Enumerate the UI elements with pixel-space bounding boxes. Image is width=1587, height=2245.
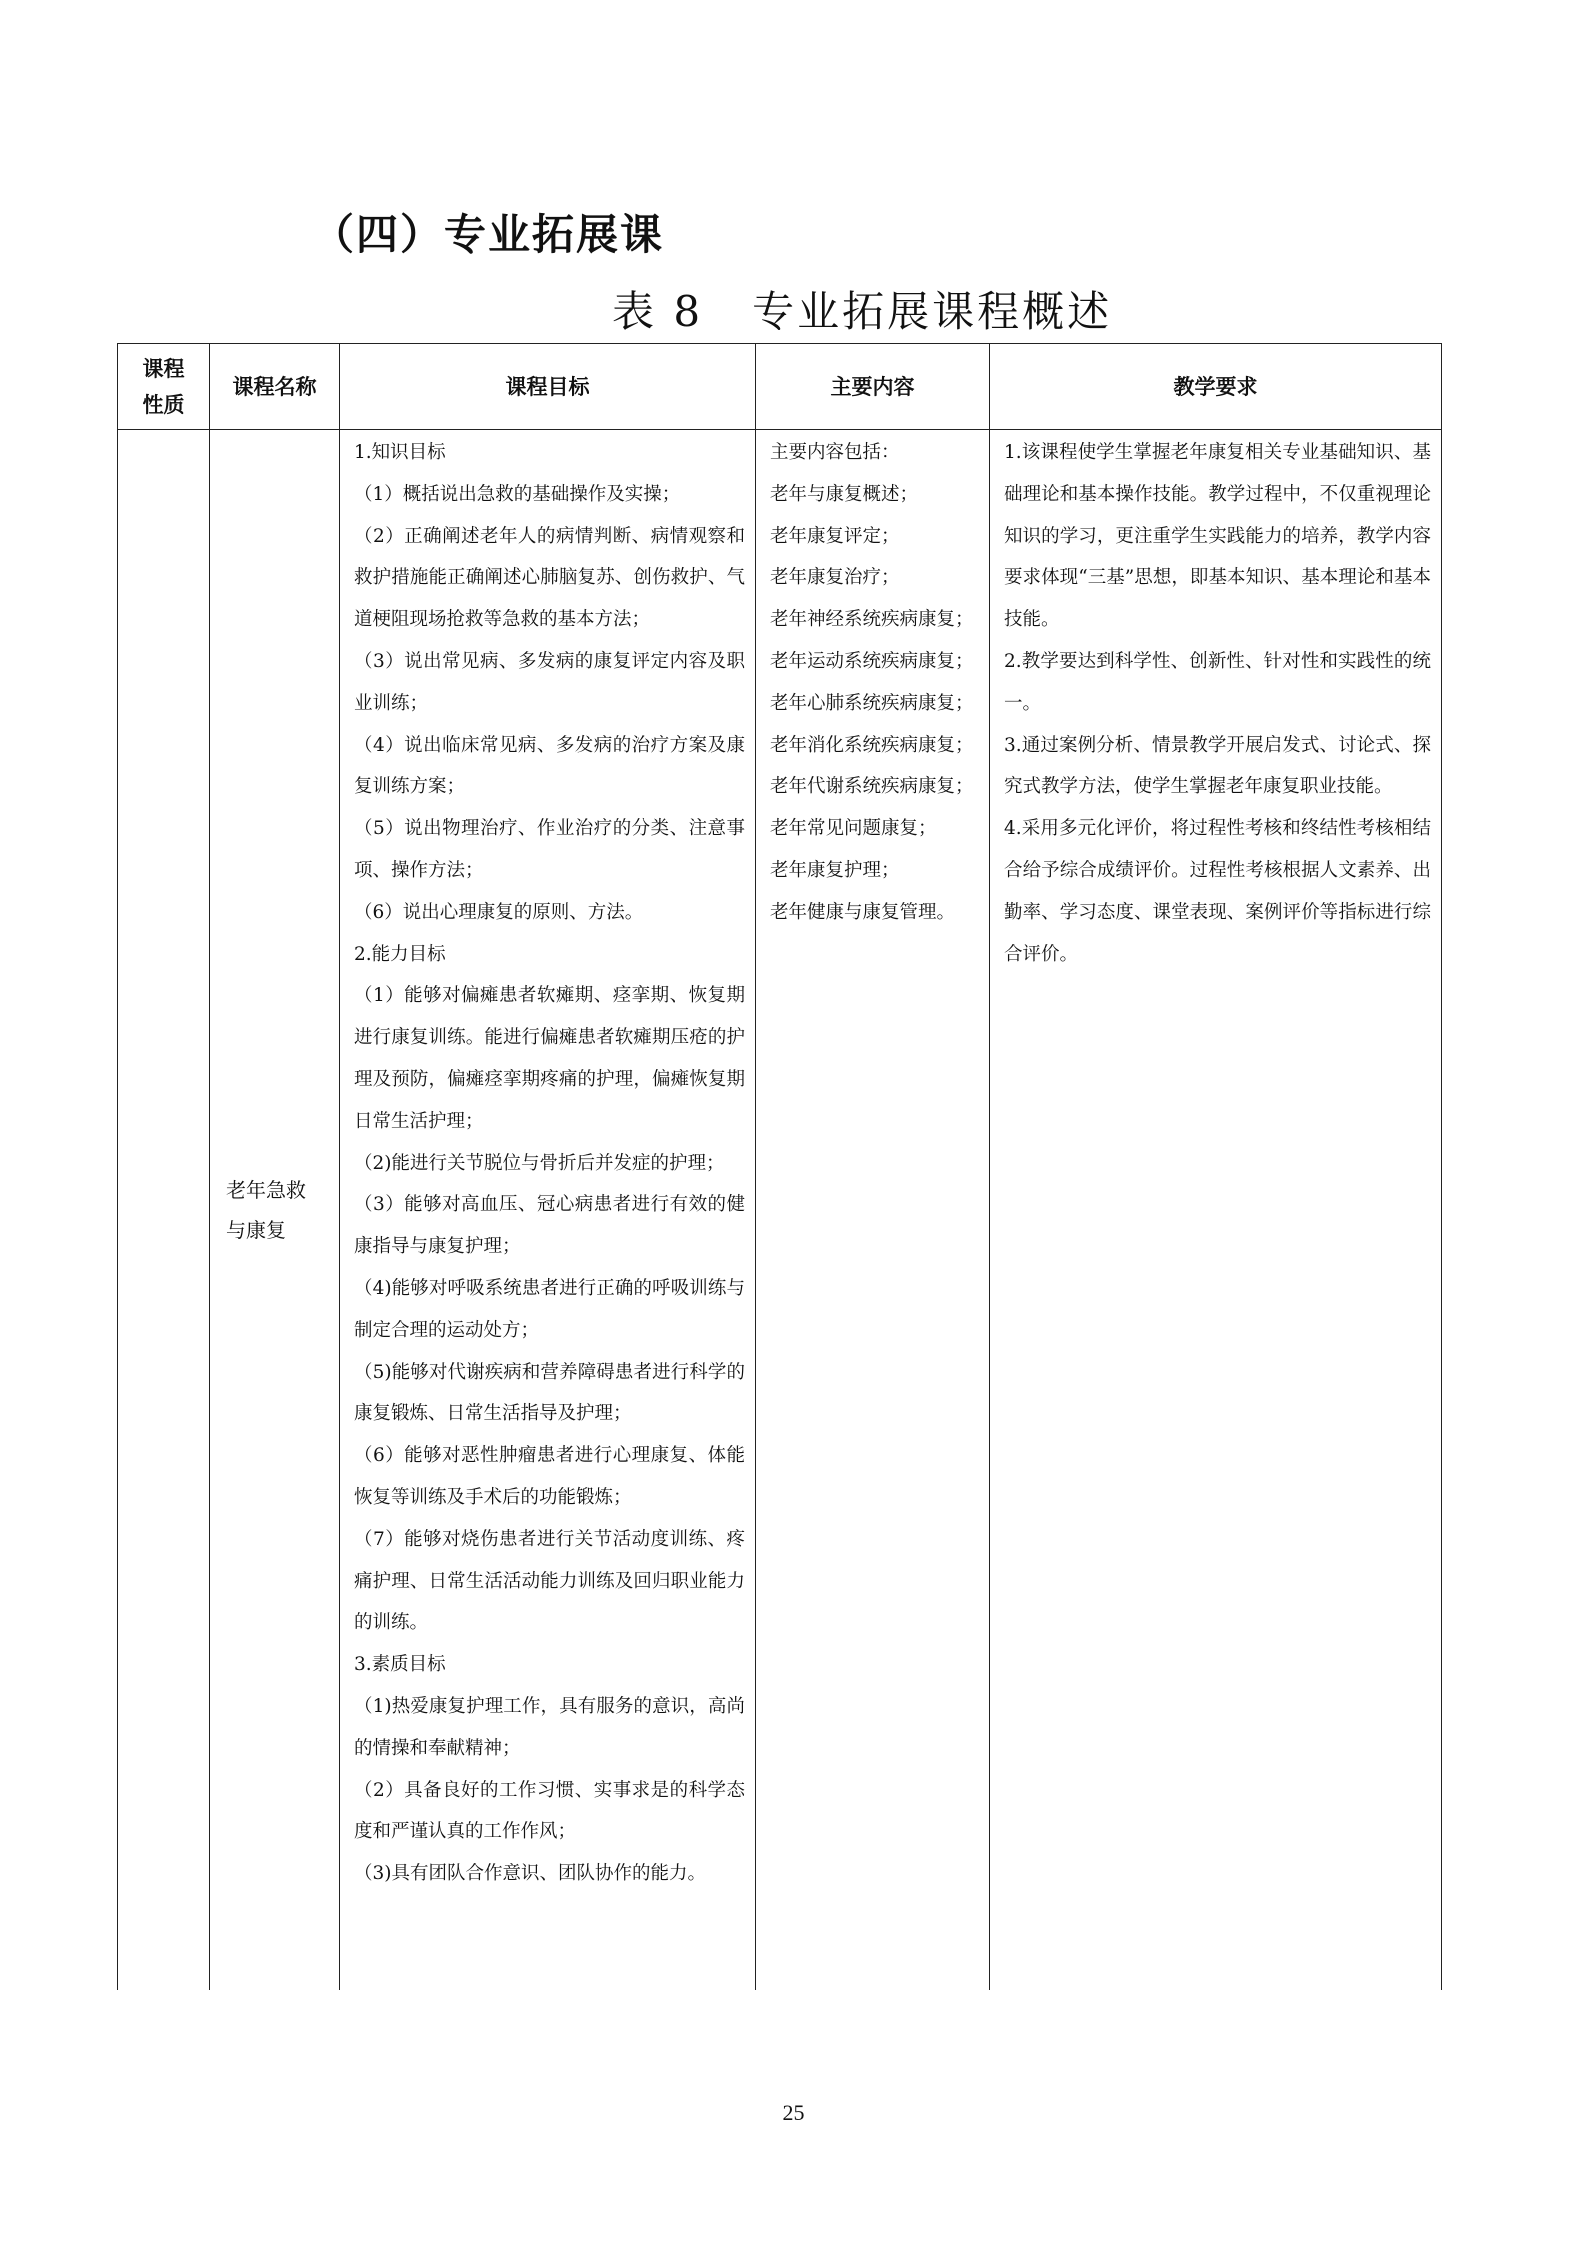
goal-item: （3）说出常见病、多发病的康复评定内容及职业训练； bbox=[354, 650, 745, 714]
main-content-list bbox=[756, 430, 989, 934]
header-teaching-requirements: 教学要求 bbox=[990, 344, 1442, 430]
content-item: 老年神经系统疾病康复； bbox=[770, 609, 974, 631]
content-item: 老年与康复概述； bbox=[770, 483, 919, 505]
course-goals-cell bbox=[340, 430, 756, 1991]
goal-item: （5）说出物理治疗、作业治疗的分类、注意事项、操作方法； bbox=[354, 818, 745, 881]
goal-item: （6）能够对恶性肿瘤患者进行心理康复、体能恢复等训练及手术后的功能锻炼； bbox=[354, 1445, 745, 1508]
goal-item: （3)具有团队合作意识、团队协作的能力。 bbox=[354, 1863, 706, 1885]
table-caption: 表 8 专业拓展课程概述 bbox=[612, 287, 1113, 336]
course-nature-cell bbox=[118, 430, 210, 1991]
course-name-cell bbox=[210, 430, 340, 1991]
course-overview-table bbox=[117, 343, 1442, 1990]
requirement-item: 1.该课程使学生掌握老年康复相关专业基础知识、基础理论和基本操作技能。教学过程中，不仅重视理论知识的学习，更注重学生实践能力的培养，教学内容要求体现“三基”思想，即基本知识、基本理论和基本技能。 bbox=[1004, 442, 1431, 631]
main-content-cell bbox=[756, 430, 990, 1991]
goal-item: （2)能进行关节脱位与骨折后并发症的护理； bbox=[354, 1152, 725, 1174]
content-item: 老年心肺系统疾病康复； bbox=[770, 692, 974, 714]
course-name: 老年急救与康复 bbox=[226, 1178, 306, 1242]
goal-item: （1）能够对偏瘫患者软瘫期、痉挛期、恢复期进行康复训练。能进行偏瘫患者软瘫期压疮的护理及预防，偏瘫痉挛期疼痛的护理，偏瘫恢复期日常生活护理； bbox=[354, 985, 745, 1132]
content-item: 老年代谢系统疾病康复； bbox=[770, 776, 974, 798]
requirement-item: 4.采用多元化评价，将过程性考核和终结性考核相结合给予综合成绩评价。过程性考核根据人文素养、出勤率、学习态度、课堂表现、案例评价等指标进行综合评价。 bbox=[1004, 818, 1431, 965]
content-item: 主要内容包括： bbox=[770, 442, 900, 463]
goal-item: （2）正确阐述老年人的病情判断、病情观察和救护措施能正确阐述心肺脑复苏、创伤救护、气道梗阻现场抢救等急救的基本方法； bbox=[354, 525, 745, 631]
header-course-nature: 课程性质 bbox=[118, 344, 210, 430]
goal-item: （2）具备良好的工作习惯、实事求是的科学态度和严谨认真的工作作风； bbox=[354, 1779, 745, 1843]
header-main-content: 主要内容 bbox=[756, 344, 990, 430]
goal-item: 2.能力目标 bbox=[354, 943, 446, 965]
goal-item: （6）说出心理康复的原则、方法。 bbox=[354, 901, 644, 923]
requirement-item: 2.教学要达到科学性、创新性、针对性和实践性的统一。 bbox=[1004, 650, 1431, 714]
goal-item: （1)热爱康复护理工作，具有服务的意识，高尚的情操和奉献精神； bbox=[354, 1695, 745, 1759]
goal-item: （5)能够对代谢疾病和营养障碍患者进行科学的康复锻炼、日常生活指导及护理； bbox=[354, 1361, 745, 1425]
section-heading: （四）专业拓展课 bbox=[312, 210, 665, 259]
content-item: 老年运动系统疾病康复； bbox=[770, 650, 974, 672]
goal-item: （7）能够对烧伤患者进行关节活动度训练、疼痛护理、日常生活活动能力训练及回归职业能力的训练。 bbox=[354, 1528, 745, 1634]
content-item: 老年康复护理； bbox=[770, 859, 900, 881]
goal-item: （4）说出临床常见病、多发病的治疗方案及康复训练方案； bbox=[354, 734, 745, 798]
goal-item: 3.素质目标 bbox=[354, 1654, 446, 1676]
course-goals-list bbox=[340, 430, 755, 1895]
requirement-item: 3.通过案例分析、情景教学开展启发式、讨论式、探究式教学方法，使学生掌握老年康复职业技能。 bbox=[1004, 734, 1431, 798]
goal-item: （3）能够对高血压、冠心病患者进行有效的健康指导与康复护理； bbox=[354, 1194, 745, 1258]
table-row bbox=[118, 430, 1442, 1991]
content-item: 老年康复评定； bbox=[770, 525, 900, 547]
goal-item: （1）概括说出急救的基础操作及实操； bbox=[354, 483, 681, 505]
header-course-name: 课程名称 bbox=[210, 344, 340, 430]
content-item: 老年消化系统疾病康复； bbox=[770, 734, 974, 756]
goal-item: （4)能够对呼吸系统患者进行正确的呼吸训练与制定合理的运动处方； bbox=[354, 1277, 745, 1341]
content-item: 老年康复治疗； bbox=[770, 567, 900, 589]
goal-item: 1.知识目标 bbox=[354, 442, 446, 463]
content-item: 老年健康与康复管理。 bbox=[770, 901, 956, 923]
teaching-requirements-cell bbox=[990, 430, 1442, 1991]
header-course-goals: 课程目标 bbox=[340, 344, 756, 430]
page-number: 25 bbox=[782, 2100, 805, 2125]
table-header-row bbox=[118, 344, 1442, 430]
content-item: 老年常见问题康复； bbox=[770, 818, 937, 840]
teaching-requirements-list bbox=[990, 430, 1441, 975]
